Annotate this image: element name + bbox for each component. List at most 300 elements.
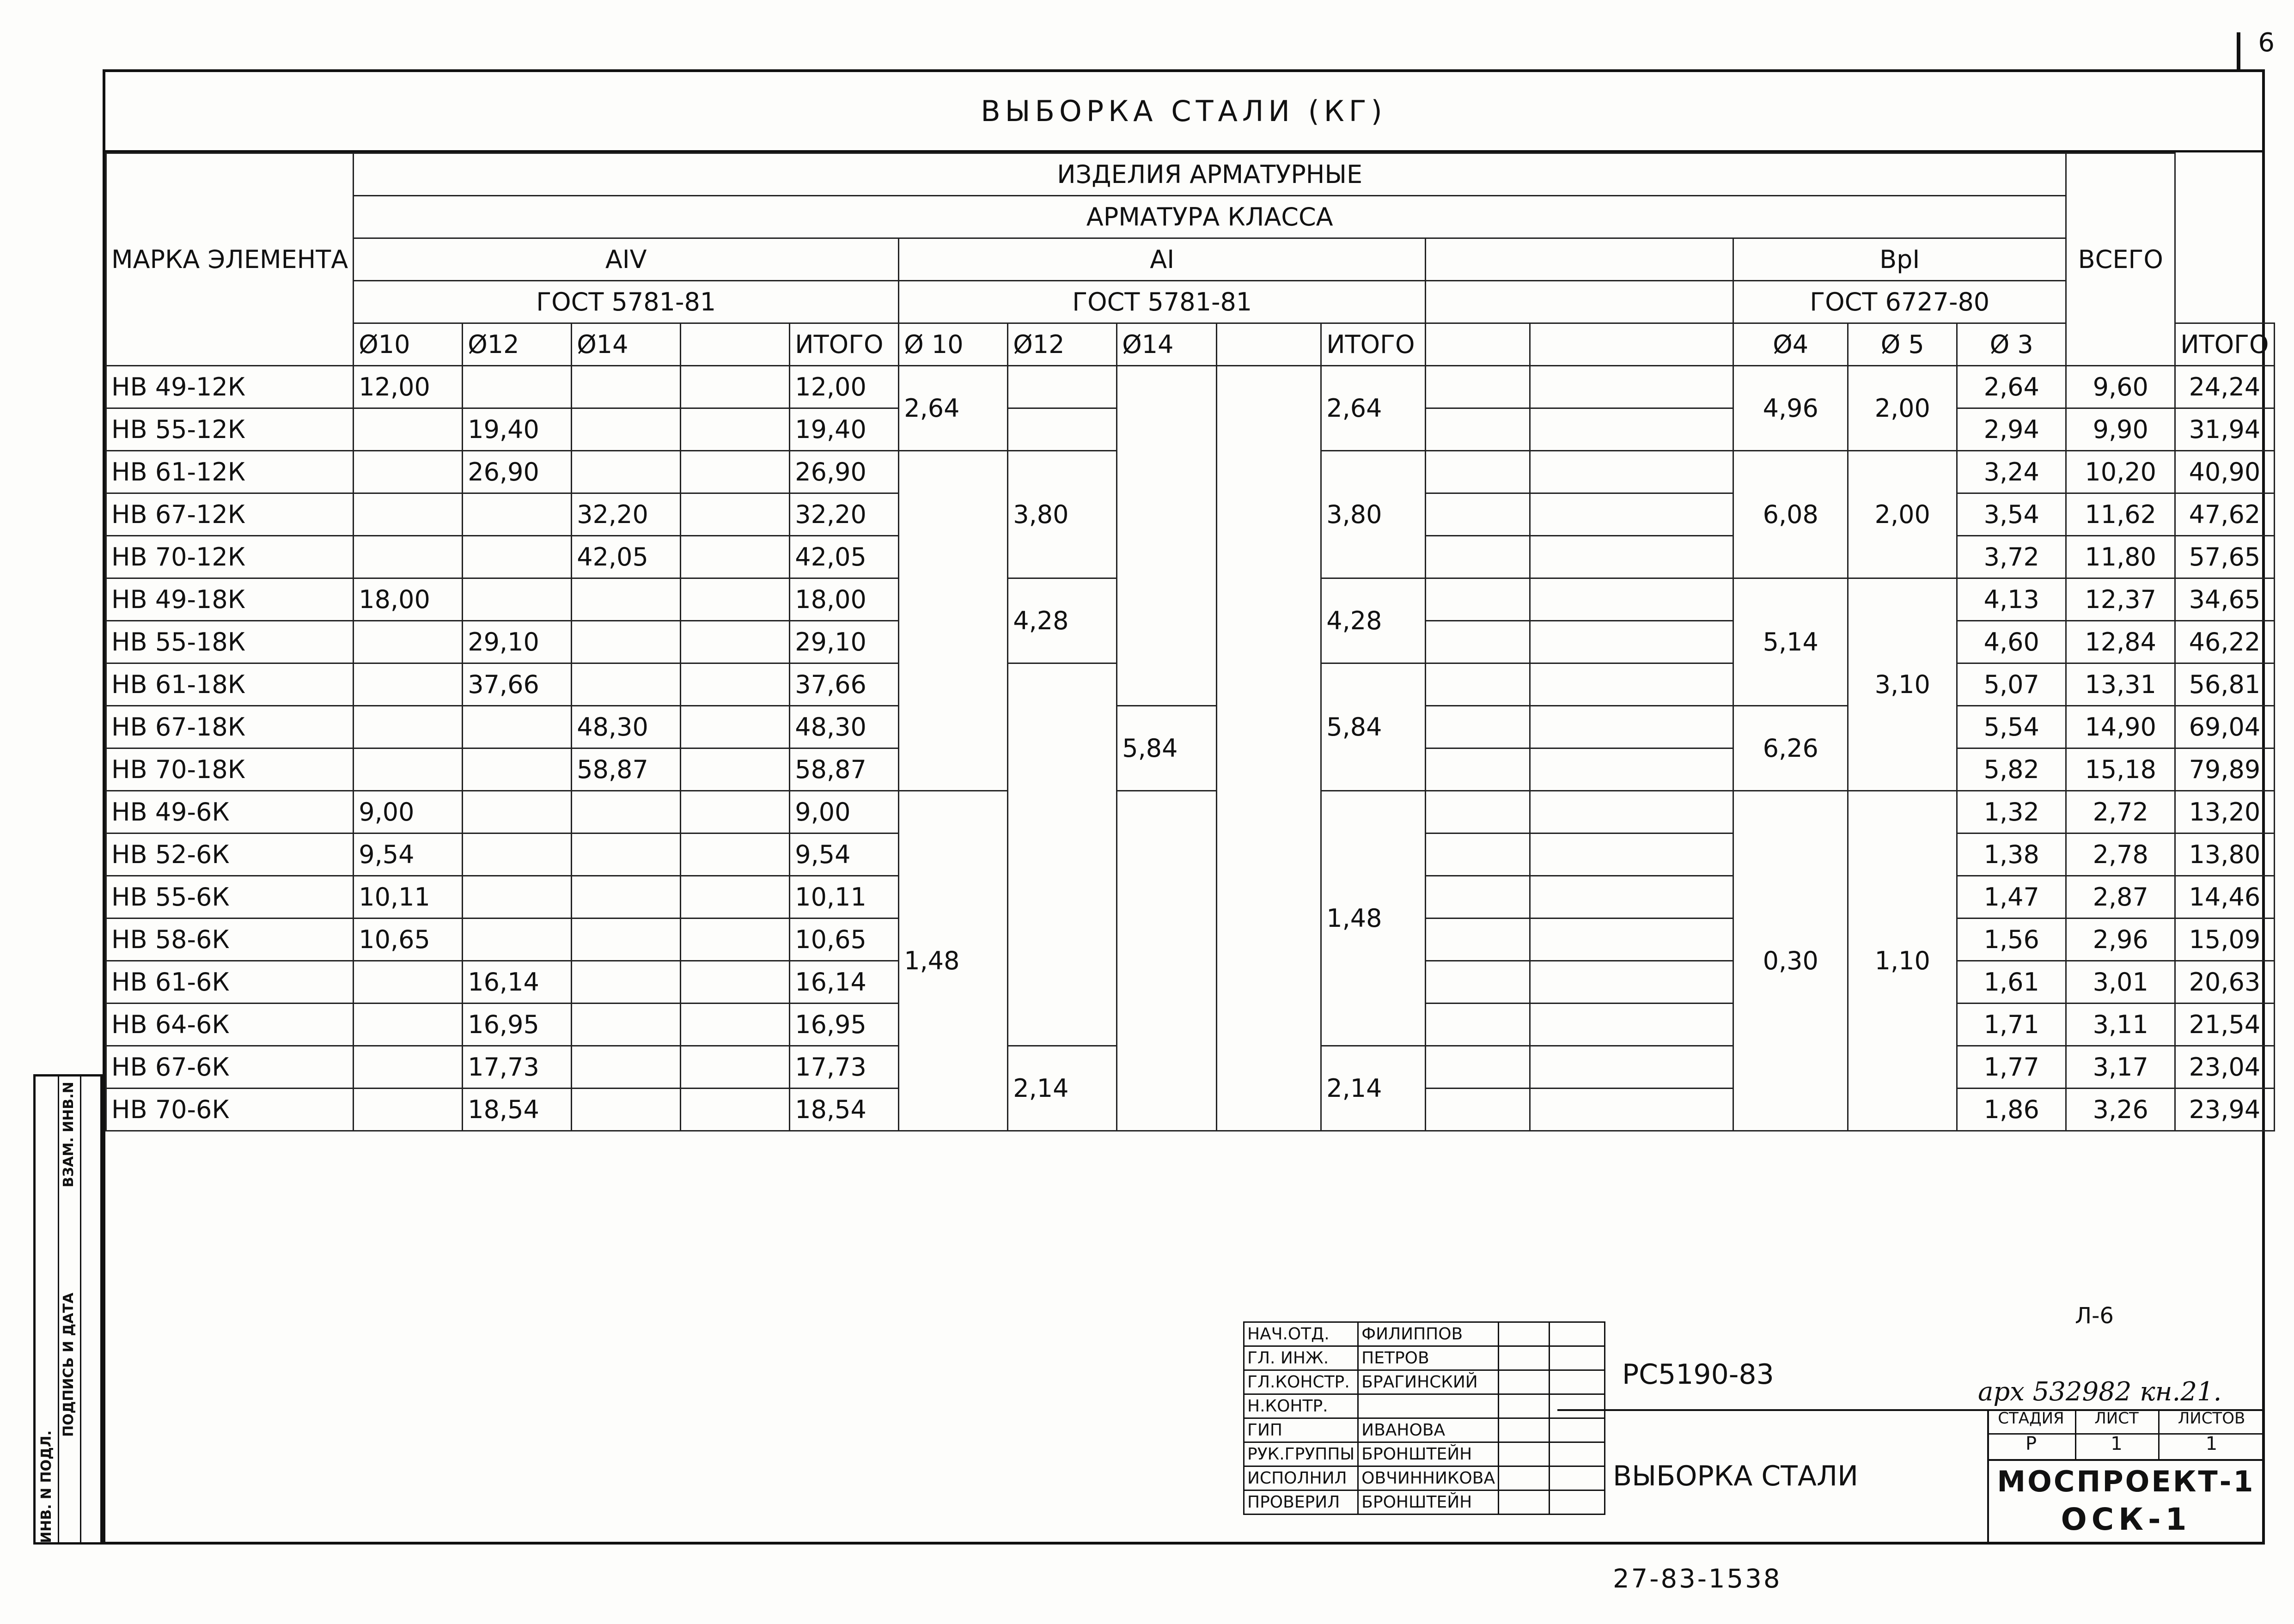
bpi-d3-cell: 3,54	[1957, 493, 2066, 536]
aiv-d12-cell	[463, 833, 572, 876]
bpi-subtotal-cell: 11,80	[2066, 536, 2175, 578]
aiv-d12-cell	[463, 493, 572, 536]
total-cell: 15,09	[2175, 918, 2274, 961]
col-aiv-blank	[681, 323, 790, 366]
signature-cell	[1499, 1442, 1550, 1466]
col-blank-1	[1426, 323, 1530, 366]
bpi-d3-cell: 5,07	[1957, 663, 2066, 706]
signature-row	[1244, 1394, 1605, 1418]
aiv-blank-cell	[681, 876, 790, 918]
ait-merged-cell: 2,64	[1321, 366, 1426, 451]
bpi-subtotal-cell: 12,37	[2066, 578, 2175, 621]
bpi-subtotal-cell: 3,01	[2066, 961, 2175, 1004]
sheet-corner-mark	[2237, 32, 2240, 72]
bpi-subtotal-cell: 9,60	[2066, 366, 2175, 408]
aiv-d12-cell: 29,10	[463, 621, 572, 663]
blank-1-cell	[1426, 408, 1530, 451]
aiv-d14-cell	[572, 1089, 681, 1131]
b5-merged-cell: 2,00	[1848, 451, 1957, 578]
signature-row	[1244, 1490, 1605, 1515]
blank-1-cell	[1426, 578, 1530, 621]
ai10-merged-cell	[899, 451, 1008, 791]
aiv-subtotal-cell: 29,10	[790, 621, 899, 663]
name-cell: БРОНШТЕЙН	[1358, 1490, 1499, 1515]
element-mark-cell: НВ 61-12К	[106, 451, 354, 493]
blank-2-cell	[1530, 621, 1733, 663]
aiv-subtotal-cell: 58,87	[790, 748, 899, 791]
aiv-d12-cell	[463, 706, 572, 748]
b5-merged-cell: 2,00	[1848, 366, 1957, 451]
blank-2-cell	[1530, 833, 1733, 876]
aiv-d12-cell: 37,66	[463, 663, 572, 706]
aiv-blank-cell	[681, 706, 790, 748]
bpi-d3-cell: 2,94	[1957, 408, 2066, 451]
aiv-subtotal-cell: 10,11	[790, 876, 899, 918]
blank-2-cell	[1530, 1004, 1733, 1046]
total-cell: 79,89	[2175, 748, 2274, 791]
b5-merged-cell: 1,10	[1848, 791, 1957, 1131]
aiv-blank-cell	[681, 536, 790, 578]
aiv-d12-cell: 19,40	[463, 408, 572, 451]
header-reinforcement-class: АРМАТУРА КЛАССА	[354, 196, 2066, 238]
total-cell: 13,20	[2175, 791, 2274, 833]
class-aiv: AIV	[354, 238, 899, 281]
ai10-merged-cell: 1,48	[899, 791, 1008, 1131]
bpi-d3-cell: 5,82	[1957, 748, 2066, 791]
name-cell: БРОНШТЕЙН	[1358, 1442, 1499, 1466]
blank-2-cell	[1530, 366, 1733, 408]
bpi-d3-cell: 3,72	[1957, 536, 2066, 578]
sheet-ref: Л-6	[2075, 1303, 2114, 1329]
aiv-d10-cell	[354, 451, 463, 493]
aiv-d10-cell	[354, 1046, 463, 1089]
aiv-blank-cell	[681, 1046, 790, 1089]
aib-merged-cell	[1217, 366, 1321, 1131]
date-cell	[1550, 1490, 1605, 1515]
col-aiv-d10: Ø10	[354, 323, 463, 366]
element-mark-cell: НВ 61-6К	[106, 961, 354, 1004]
aiv-d14-cell: 58,87	[572, 748, 681, 791]
aiv-d10-cell: 9,54	[354, 833, 463, 876]
blank-2-cell	[1530, 706, 1733, 748]
aiv-d10-cell	[354, 1004, 463, 1046]
element-mark-cell: НВ 55-18К	[106, 621, 354, 663]
signature-cell	[1499, 1418, 1550, 1442]
aiv-d14-cell	[572, 663, 681, 706]
class-ai: AI	[899, 238, 1426, 281]
sheet-value: 1	[2075, 1433, 2160, 1461]
col-ai-d10: Ø 10	[899, 323, 1008, 366]
aiv-subtotal-cell: 10,65	[790, 918, 899, 961]
ait-merged-cell: 1,48	[1321, 791, 1426, 1046]
bpi-d3-cell: 4,13	[1957, 578, 2066, 621]
aiv-blank-cell	[681, 663, 790, 706]
aiv-d10-cell	[354, 748, 463, 791]
header-total: ВСЕГО	[2066, 153, 2175, 366]
date-cell	[1550, 1394, 1605, 1418]
name-cell: ПЕТРОВ	[1358, 1346, 1499, 1370]
ait-merged-cell: 5,84	[1321, 663, 1426, 791]
bpi-subtotal-cell: 2,78	[2066, 833, 2175, 876]
blank-2-cell	[1530, 748, 1733, 791]
ai14-merged-cell	[1117, 366, 1217, 706]
bpi-d3-cell: 5,54	[1957, 706, 2066, 748]
aiv-blank-cell	[681, 791, 790, 833]
aiv-blank-cell	[681, 1089, 790, 1131]
col-ai-subtotal: ИТОГО	[1321, 323, 1426, 366]
col-aiv-d14: Ø14	[572, 323, 681, 366]
aiv-blank-cell	[681, 748, 790, 791]
role-cell: ПРОВЕРИЛ	[1244, 1490, 1358, 1515]
element-mark-cell: НВ 70-6К	[106, 1089, 354, 1131]
b5-merged-cell: 3,10	[1848, 578, 1957, 791]
aiv-d12-cell	[463, 366, 572, 408]
bpi-d3-cell: 1,32	[1957, 791, 2066, 833]
ai12-merged-cell	[1008, 408, 1117, 451]
aiv-subtotal-cell: 9,54	[790, 833, 899, 876]
signature-row	[1244, 1466, 1605, 1490]
blank-1-cell	[1426, 1004, 1530, 1046]
header-element-mark: МАРКА ЭЛЕМЕНТА	[106, 153, 354, 366]
role-cell: ГИП	[1244, 1418, 1358, 1442]
date-cell	[1550, 1442, 1605, 1466]
name-cell: ИВАНОВА	[1358, 1418, 1499, 1442]
aiv-d12-cell	[463, 536, 572, 578]
aiv-blank-cell	[681, 451, 790, 493]
title-block	[1243, 1303, 2265, 1545]
aiv-d12-cell: 16,95	[463, 1004, 572, 1046]
element-mark-cell: НВ 55-6К	[106, 876, 354, 918]
aiv-d10-cell: 12,00	[354, 366, 463, 408]
aiv-subtotal-cell: 37,66	[790, 663, 899, 706]
sheet-label: ЛИСТ	[2075, 1409, 2160, 1435]
bottom-number: 27-83-1538	[1613, 1564, 1782, 1594]
blank-2-cell	[1530, 791, 1733, 833]
element-mark-cell: НВ 64-6К	[106, 1004, 354, 1046]
blank-2-cell	[1530, 918, 1733, 961]
signature-row	[1244, 1370, 1605, 1394]
gost-bpi: ГОСТ 6727-80	[1733, 281, 2066, 323]
aiv-d10-cell: 10,11	[354, 876, 463, 918]
aiv-d14-cell	[572, 961, 681, 1004]
side-stamp-inv-original: ИНВ. N ПОДЛ.	[38, 1430, 55, 1543]
signature-cell	[1499, 1490, 1550, 1515]
archive-number: арх 532982 кн.21.	[1978, 1377, 2222, 1407]
steel-table	[105, 152, 2275, 1131]
aiv-blank-cell	[681, 408, 790, 451]
class-empty	[1426, 238, 1733, 281]
signature-cell	[1499, 1322, 1550, 1346]
aiv-d14-cell	[572, 621, 681, 663]
signature-row	[1244, 1418, 1605, 1442]
aiv-subtotal-cell: 18,00	[790, 578, 899, 621]
document-title: ВЫБОРКА СТАЛИ	[1613, 1460, 1858, 1492]
role-cell: РУК.ГРУППЫ	[1244, 1442, 1358, 1466]
bpi-subtotal-cell: 3,11	[2066, 1004, 2175, 1046]
bpi-subtotal-cell: 11,62	[2066, 493, 2175, 536]
blank-1-cell	[1426, 748, 1530, 791]
total-cell: 40,90	[2175, 451, 2274, 493]
ai12-merged-cell: 3,80	[1008, 451, 1117, 578]
aiv-blank-cell	[681, 578, 790, 621]
blank-2-cell	[1530, 1089, 1733, 1131]
b4-merged-cell: 5,14	[1733, 578, 1848, 706]
total-cell: 23,94	[2175, 1089, 2274, 1131]
side-stamp-signature-date: ПОДПИСЬ И ДАТА	[61, 1292, 77, 1437]
blank-1-cell	[1426, 536, 1530, 578]
aiv-blank-cell	[681, 961, 790, 1004]
aiv-subtotal-cell: 12,00	[790, 366, 899, 408]
name-cell: ОВЧИННИКОВА	[1358, 1466, 1499, 1490]
aiv-d10-cell: 9,00	[354, 791, 463, 833]
total-cell: 34,65	[2175, 578, 2274, 621]
total-cell: 47,62	[2175, 493, 2274, 536]
ai10-merged-cell: 2,64	[899, 366, 1008, 451]
aiv-blank-cell	[681, 493, 790, 536]
aiv-d14-cell: 48,30	[572, 706, 681, 748]
role-cell: ИСПОЛНИЛ	[1244, 1466, 1358, 1490]
bpi-subtotal-cell: 2,87	[2066, 876, 2175, 918]
aiv-d14-cell	[572, 408, 681, 451]
col-ai-d14: Ø14	[1117, 323, 1217, 366]
element-mark-cell: НВ 58-6К	[106, 918, 354, 961]
ai12-merged-cell: 2,14	[1008, 1046, 1117, 1131]
name-cell	[1358, 1394, 1499, 1418]
blank-1-cell	[1426, 918, 1530, 961]
signature-cell	[1499, 1394, 1550, 1418]
bpi-subtotal-cell: 2,72	[2066, 791, 2175, 833]
aiv-d12-cell	[463, 876, 572, 918]
aiv-d10-cell	[354, 408, 463, 451]
element-mark-cell: НВ 61-18К	[106, 663, 354, 706]
ai12-merged-cell: 4,28	[1008, 578, 1117, 663]
bpi-subtotal-cell: 3,17	[2066, 1046, 2175, 1089]
element-mark-cell: НВ 67-12К	[106, 493, 354, 536]
blank-1-cell	[1426, 961, 1530, 1004]
aiv-d10-cell	[354, 663, 463, 706]
blank-2-cell	[1530, 876, 1733, 918]
signature-row	[1244, 1322, 1605, 1346]
col-aiv-subtotal: ИТОГО	[790, 323, 899, 366]
blank-2-cell	[1530, 408, 1733, 451]
col-aiv-d12: Ø12	[463, 323, 572, 366]
aiv-blank-cell	[681, 621, 790, 663]
ai14-merged-cell	[1117, 791, 1217, 1131]
date-cell	[1550, 1466, 1605, 1490]
bpi-subtotal-cell: 2,96	[2066, 918, 2175, 961]
aiv-d14-cell	[572, 1046, 681, 1089]
role-cell: НАЧ.ОТД.	[1244, 1322, 1358, 1346]
aiv-d10-cell: 18,00	[354, 578, 463, 621]
blank-1-cell	[1426, 876, 1530, 918]
col-bpi-d4: Ø4	[1733, 323, 1848, 366]
bpi-d3-cell: 3,24	[1957, 451, 2066, 493]
total-cell: 14,46	[2175, 876, 2274, 918]
blank-1-cell	[1426, 621, 1530, 663]
aiv-d12-cell: 16,14	[463, 961, 572, 1004]
side-stamp-replaced-inv: ВЗАМ. ИНВ.N	[61, 1082, 77, 1187]
aiv-d10-cell	[354, 706, 463, 748]
page-title: ВЫБОРКА СТАЛИ (КГ)	[105, 72, 2262, 152]
element-mark-cell: НВ 49-18К	[106, 578, 354, 621]
element-mark-cell: НВ 52-6К	[106, 833, 354, 876]
aiv-subtotal-cell: 32,20	[790, 493, 899, 536]
date-cell	[1550, 1370, 1605, 1394]
side-stamp	[33, 1074, 103, 1545]
aiv-subtotal-cell: 16,14	[790, 961, 899, 1004]
bpi-subtotal-cell: 14,90	[2066, 706, 2175, 748]
organization-unit: ОСК-1	[2061, 1502, 2191, 1537]
element-mark-cell: НВ 67-6К	[106, 1046, 354, 1089]
bpi-subtotal-cell: 15,18	[2066, 748, 2175, 791]
aiv-subtotal-cell: 16,95	[790, 1004, 899, 1046]
blank-1-cell	[1426, 366, 1530, 408]
bpi-d3-cell: 1,77	[1957, 1046, 2066, 1089]
aiv-d14-cell	[572, 578, 681, 621]
role-cell: ГЛ.КОНСТР.	[1244, 1370, 1358, 1394]
bpi-d3-cell: 1,86	[1957, 1089, 2066, 1131]
blank-2-cell	[1530, 663, 1733, 706]
element-mark-cell: НВ 70-12К	[106, 536, 354, 578]
signature-cell	[1499, 1346, 1550, 1370]
date-cell	[1550, 1418, 1605, 1442]
bpi-subtotal-cell: 3,26	[2066, 1089, 2175, 1131]
blank-1-cell	[1426, 791, 1530, 833]
bpi-d3-cell: 1,56	[1957, 918, 2066, 961]
blank-2-cell	[1530, 451, 1733, 493]
document-code: РС5190-83	[1622, 1358, 1774, 1391]
ait-merged-cell: 2,14	[1321, 1046, 1426, 1131]
bpi-d3-cell: 2,64	[1957, 366, 2066, 408]
total-cell: 56,81	[2175, 663, 2274, 706]
bpi-d3-cell: 1,47	[1957, 876, 2066, 918]
blank-1-cell	[1426, 1089, 1530, 1131]
aiv-d14-cell	[572, 876, 681, 918]
stage-label: СТАДИЯ	[1987, 1409, 2076, 1435]
aiv-subtotal-cell: 19,40	[790, 408, 899, 451]
aiv-d10-cell	[354, 961, 463, 1004]
ait-merged-cell: 4,28	[1321, 578, 1426, 663]
organization: МОСПРОЕКТ-1	[1997, 1465, 2255, 1498]
aiv-subtotal-cell: 18,54	[790, 1089, 899, 1131]
aiv-d10-cell: 10,65	[354, 918, 463, 961]
element-mark-cell: НВ 49-6К	[106, 791, 354, 833]
blank-1-cell	[1426, 493, 1530, 536]
aiv-blank-cell	[681, 366, 790, 408]
total-cell: 13,80	[2175, 833, 2274, 876]
bpi-d3-cell: 4,60	[1957, 621, 2066, 663]
class-bpi: BрI	[1733, 238, 2066, 281]
blank-2-cell	[1530, 578, 1733, 621]
sheets-label: ЛИСТОВ	[2158, 1409, 2265, 1435]
gost-ai: ГОСТ 5781-81	[899, 281, 1426, 323]
aiv-d12-cell	[463, 748, 572, 791]
b4-merged-cell: 6,08	[1733, 451, 1848, 578]
aiv-d14-cell: 32,20	[572, 493, 681, 536]
aiv-d12-cell: 18,54	[463, 1089, 572, 1131]
aiv-blank-cell	[681, 1004, 790, 1046]
role-cell: Н.КОНТР.	[1244, 1394, 1358, 1418]
element-mark-cell: НВ 55-12К	[106, 408, 354, 451]
stage-value: Р	[1987, 1433, 2076, 1461]
total-cell: 31,94	[2175, 408, 2274, 451]
element-mark-cell: НВ 49-12К	[106, 366, 354, 408]
aiv-d14-cell	[572, 833, 681, 876]
table-row	[106, 791, 2275, 833]
signature-cell	[1499, 1466, 1550, 1490]
col-bpi-d5: Ø 5	[1848, 323, 1957, 366]
signature-row	[1244, 1442, 1605, 1466]
aiv-d12-cell	[463, 578, 572, 621]
aiv-d14-cell	[572, 1004, 681, 1046]
bpi-d3-cell: 1,71	[1957, 1004, 2066, 1046]
role-cell: ГЛ. ИНЖ.	[1244, 1346, 1358, 1370]
ai14-merged-cell: 5,84	[1117, 706, 1217, 791]
signature-row	[1244, 1346, 1605, 1370]
aiv-d10-cell	[354, 493, 463, 536]
blank-1-cell	[1426, 1046, 1530, 1089]
blank-1-cell	[1426, 706, 1530, 748]
aiv-d10-cell	[354, 536, 463, 578]
name-cell: БРАГИНСКИЙ	[1358, 1370, 1499, 1394]
aiv-subtotal-cell: 48,30	[790, 706, 899, 748]
total-cell: 46,22	[2175, 621, 2274, 663]
bpi-subtotal-cell: 12,84	[2066, 621, 2175, 663]
aiv-d14-cell	[572, 918, 681, 961]
aiv-blank-cell	[681, 833, 790, 876]
aiv-subtotal-cell: 42,05	[790, 536, 899, 578]
gost-empty	[1426, 281, 1733, 323]
col-ai-blank	[1217, 323, 1321, 366]
total-cell: 24,24	[2175, 366, 2274, 408]
aiv-d12-cell	[463, 918, 572, 961]
blank-1-cell	[1426, 663, 1530, 706]
sheets-value: 1	[2158, 1433, 2265, 1461]
b4-merged-cell: 6,26	[1733, 706, 1848, 791]
bpi-d3-cell: 1,38	[1957, 833, 2066, 876]
gost-aiv: ГОСТ 5781-81	[354, 281, 899, 323]
element-mark-cell: НВ 70-18К	[106, 748, 354, 791]
bpi-d3-cell: 1,61	[1957, 961, 2066, 1004]
aiv-d14-cell	[572, 366, 681, 408]
total-cell: 23,04	[2175, 1046, 2274, 1089]
aiv-d12-cell	[463, 791, 572, 833]
aiv-d10-cell	[354, 1089, 463, 1131]
aiv-d14-cell	[572, 791, 681, 833]
aiv-subtotal-cell: 9,00	[790, 791, 899, 833]
ait-merged-cell: 3,80	[1321, 451, 1426, 578]
signature-table	[1243, 1321, 1605, 1515]
b4-merged-cell: 4,96	[1733, 366, 1848, 451]
ai12-merged-cell	[1008, 663, 1117, 1046]
col-bpi-d3: Ø 3	[1957, 323, 2066, 366]
header-products: ИЗДЕЛИЯ АРМАТУРНЫЕ	[354, 153, 2066, 196]
blank-2-cell	[1530, 536, 1733, 578]
aiv-d14-cell: 42,05	[572, 536, 681, 578]
bpi-subtotal-cell: 13,31	[2066, 663, 2175, 706]
aiv-subtotal-cell: 26,90	[790, 451, 899, 493]
element-mark-cell: НВ 67-18К	[106, 706, 354, 748]
total-cell: 69,04	[2175, 706, 2274, 748]
aiv-blank-cell	[681, 918, 790, 961]
table-row	[106, 366, 2275, 408]
col-blank-2	[1530, 323, 1733, 366]
bpi-subtotal-cell: 9,90	[2066, 408, 2175, 451]
ai12-merged-cell	[1008, 366, 1117, 408]
aiv-subtotal-cell: 17,73	[790, 1046, 899, 1089]
signature-cell	[1499, 1370, 1550, 1394]
aiv-d12-cell: 17,73	[463, 1046, 572, 1089]
